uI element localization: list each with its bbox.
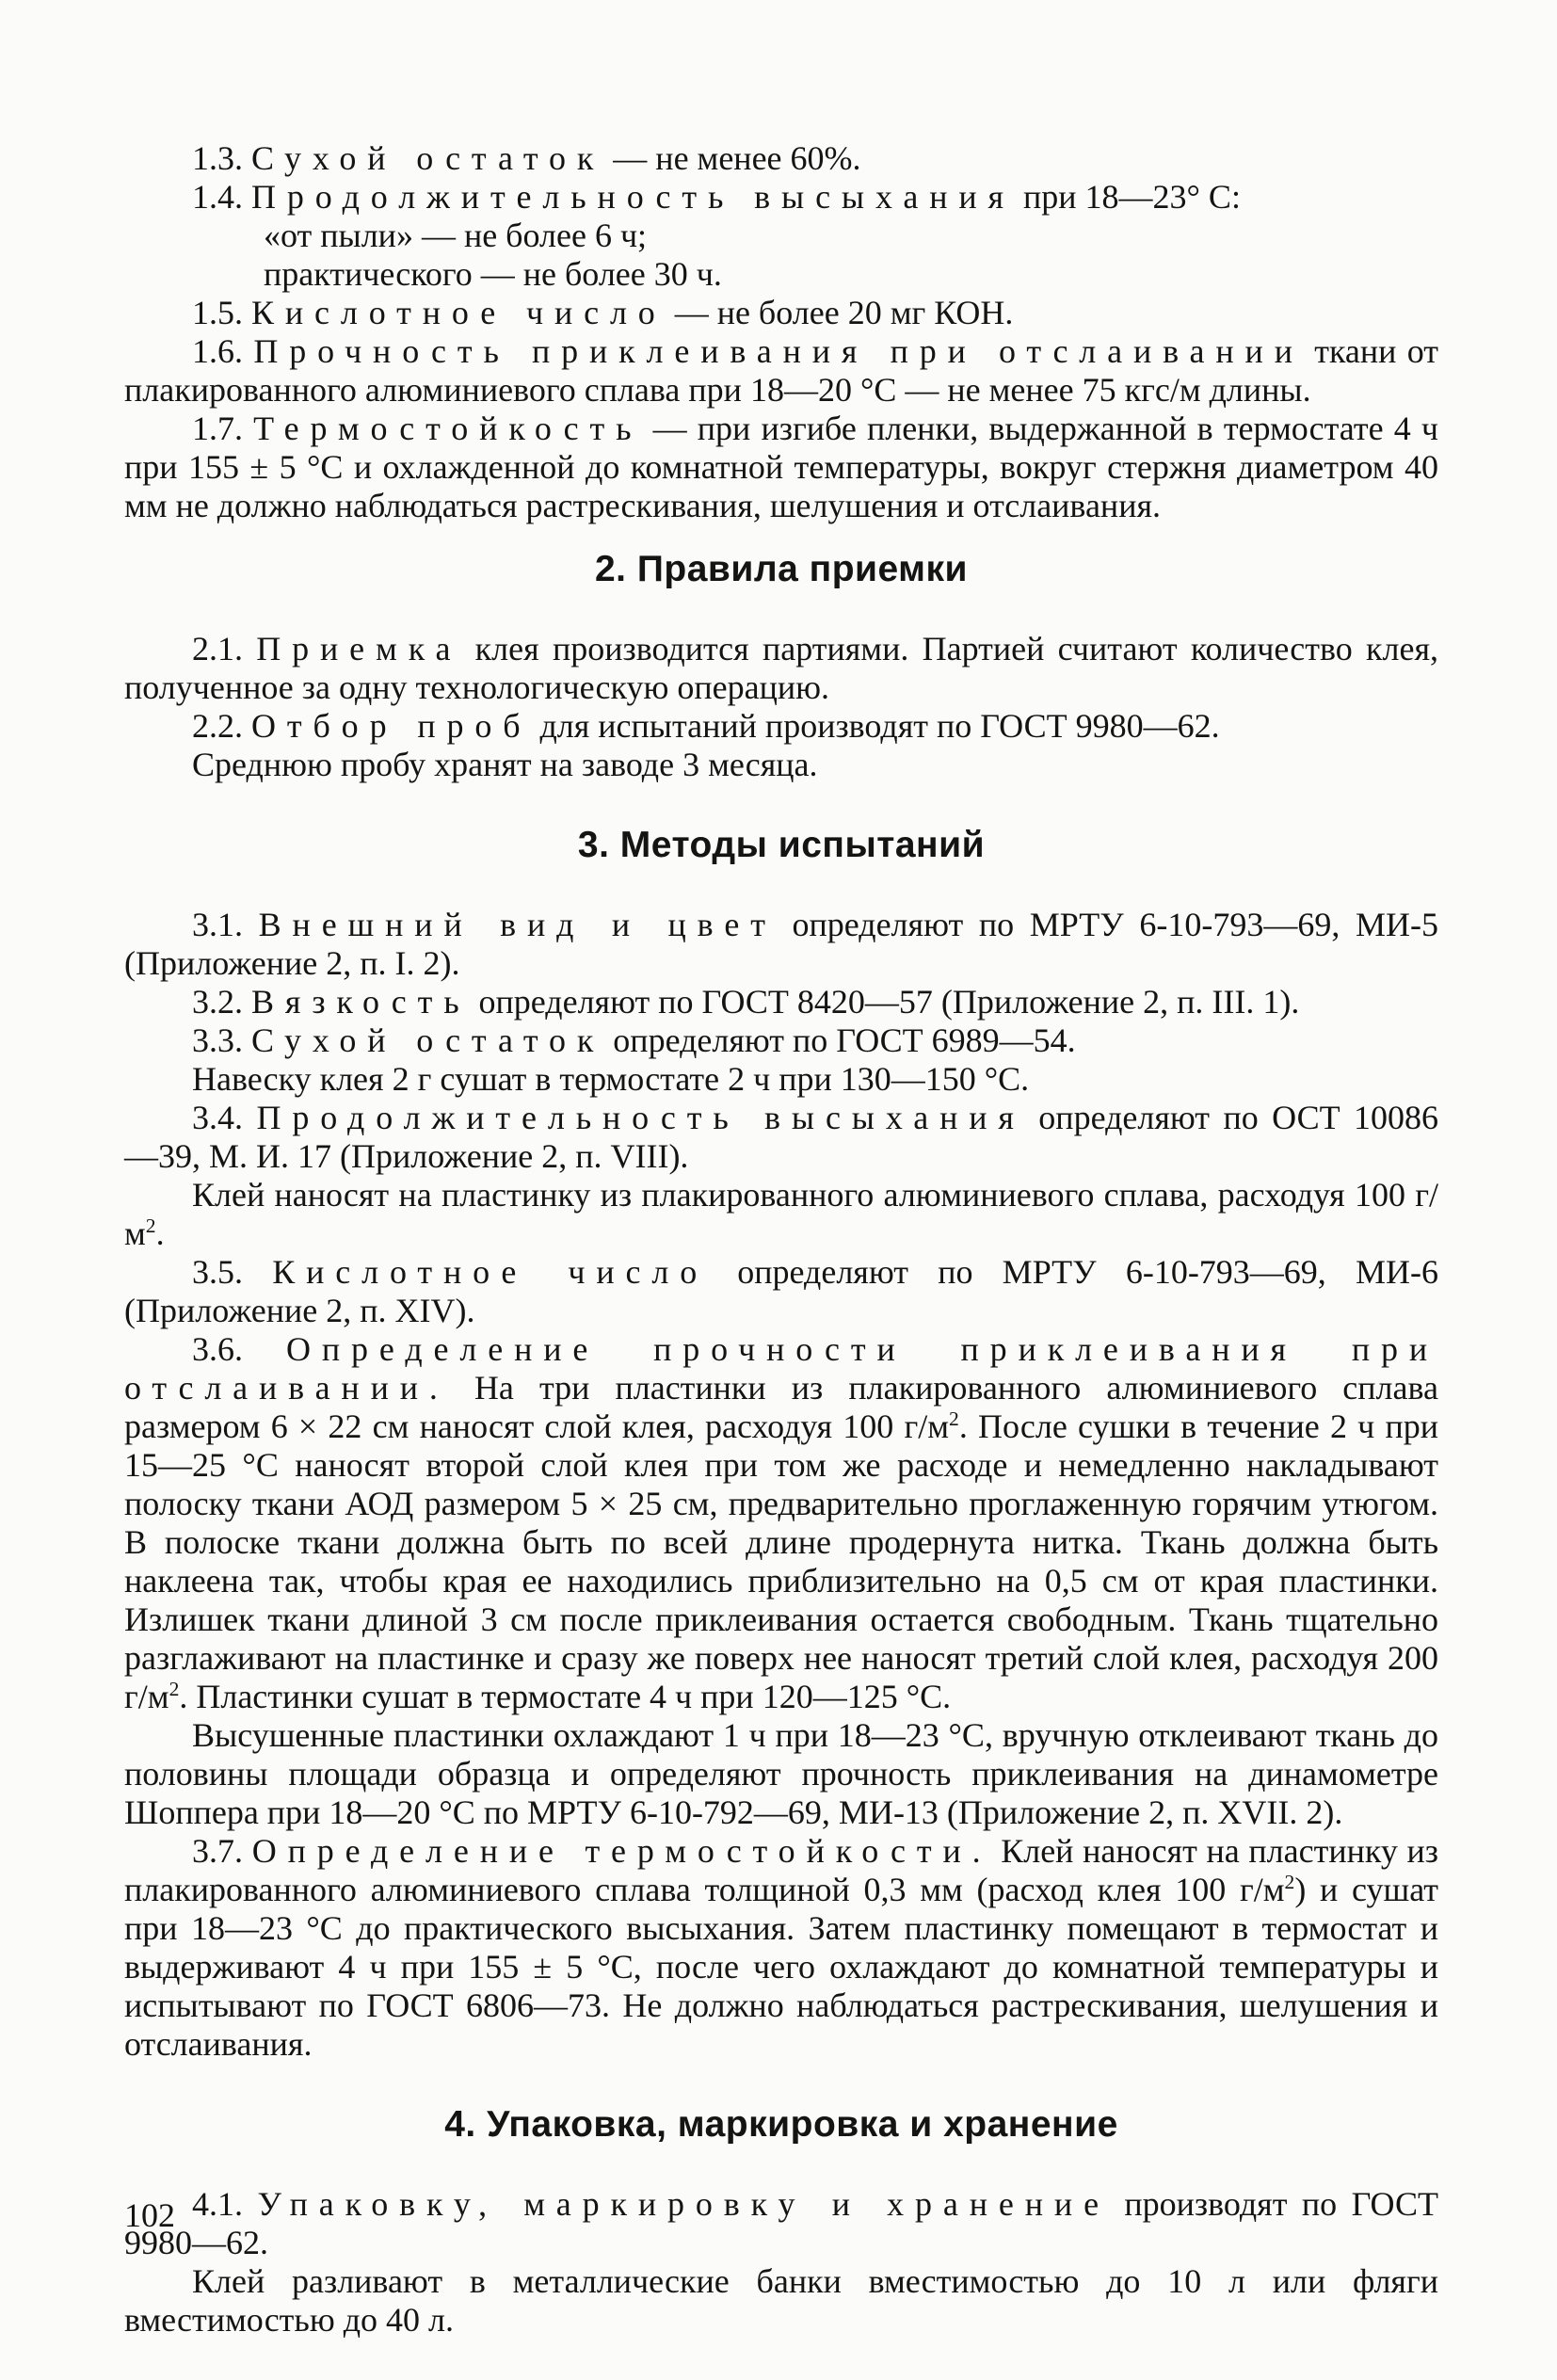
clause-1-4-line-1: «от пыли» — не более 6 ч; <box>264 217 648 254</box>
clause-term: Сухой остаток <box>251 139 605 177</box>
clause-3-5: 3.5. Кислотное число определяют по МРТУ 6-10-793—69, МИ-6 (Приложение 2, п. XIV). <box>124 1253 1438 1329</box>
clause-1-3: 1.3. Сухой остаток — не менее 60%. <box>192 139 861 177</box>
clause-term: Сухой остаток <box>251 1021 605 1059</box>
document-page <box>124 139 1438 2340</box>
clause-term: Продолжительность высыхания <box>251 178 1015 216</box>
clause-1-6: 1.6. Прочность приклеивания при отслаивании ткани от плакированного алюминиевого сплава при 18—20 °С — не менее 75 кгс/м длины. <box>124 332 1439 409</box>
section-heading-4: 4. Упаковка, маркировка и хранение <box>444 2104 1118 2145</box>
paragraph: Навеску клея 2 г сушат в термостате 2 ч при 130—150 °С. <box>192 1060 1030 1098</box>
clause-1-4-line-2: практического — не более 30 ч. <box>264 255 722 293</box>
clause-term: Продолжительность высыхания <box>256 1099 1025 1136</box>
clause-term: Приемка <box>256 630 462 667</box>
clause-2-2: 2.2. Отбор проб для испытаний производят по ГОСТ 9980—62. <box>192 707 1220 745</box>
clause-3-6: 3.6. Определение прочности приклеивания при отслаивании. На три пластинки из плакированного алюминиевого сплава размером 6 × 22 см наносят слой клея, расходуя 100 $г/м^2$. После сушки в течение 2 ч при 15—25 °С наносят второй слой клея при том же расходе и немедленно накладывают полоску ткани АОД размером 5 × 25 см, предварительно проглаженную горячим утюгом. В полоске ткани должна быть по всей длине продернута нитка. Ткань должна быть наклеена так, чтобы края ее находились приблизительно на 0,5 см от края пластинки. Излишек ткани длиной 3 см после приклеивания остается свободным. Ткань тщательно разглаживают на пластинке и сразу же поверх нее наносят третий слой клея, расходуя 200 $г/м^2$. Пластинки сушат в термостате 4 ч при 120—125 °С. <box>124 1330 1439 1715</box>
clause-3-1: 3.1. Внешний вид и цвет определяют по МРТУ 6-10-793—69, МИ-5 (Приложение 2, п. I. 2). <box>124 906 1439 982</box>
clause-1-7: 1.7. Термостойкость — при изгибе пленки, выдержанной в термостате 4 ч при 155 ± 5 °С и охлажденной до комнатной температуры, вокруг стержня диаметром 40 мм не должно наблюдаться растрескивания, шелушения и отслаивания. <box>124 410 1439 524</box>
page-number: 102 <box>124 2196 175 2234</box>
clause-term: Упаковку, маркировку и хранение <box>257 2185 1110 2223</box>
paragraph: Среднюю пробу хранят на заводе 3 месяца. <box>192 746 818 783</box>
clause-term: Определение прочности приклеивания при отслаивании. <box>124 1330 1439 1407</box>
paragraph: Клей разливают в металлические банки вместимостью до 10 л или фляги вместимостью до 40 л. <box>124 2262 1438 2339</box>
clause-term: Кислотное число <box>251 294 666 331</box>
clause-term: Термостойкость <box>253 410 643 447</box>
clause-2-1: 2.1. Приемка клея производится партиями. Партией считают количество клея, полученное за одну технологическую операцию. <box>124 630 1438 706</box>
clause-4-1: 4.1. Упаковку, маркировку и хранение производят по ГОСТ 9980—62. <box>124 2185 1438 2261</box>
clause-3-3: 3.3. Сухой остаток определяют по ГОСТ 6989—54. <box>192 1021 1076 1059</box>
clause-term: Вязкость <box>251 983 471 1021</box>
paragraph: Клей наносят на пластинку из плакированного алюминиевого сплава, расходуя 100 $г/м^2$. <box>124 1176 1438 1252</box>
clause-term: Кислотное число <box>272 1253 709 1291</box>
clause-3-2: 3.2. Вязкость определяют по ГОСТ 8420—57 (Приложение 2, п. III. 1). <box>192 983 1300 1021</box>
section-heading-3: 3. Методы испытаний <box>577 825 986 865</box>
clause-term: Отбор проб <box>251 707 532 745</box>
clause-3-7: 3.7. Определение термостойкости. Клей наносят на пластинку из плакированного алюминиевого сплава толщиной 0,3 мм (расход клея 100 $г/м^2$) и сушат при 18—23 °С до практического высыхания. Затем пластинку помещают в термостат и выдерживают 4 ч при 155 ± 5 °С, после чего охлаждают до комнатной температуры и испытывают по ГОСТ 6806—73. Не должно наблюдаться растрескивания, шелушения и отслаивания. <box>124 1832 1439 2063</box>
section-heading-2: 2. Правила приемки <box>594 549 969 589</box>
clause-term: Прочность приклеивания при отслаивании <box>253 332 1304 370</box>
clause-3-4: 3.4. Продолжительность высыхания определяют по ОСТ 10086—39, М. И. 17 (Приложение 2, п. VIII). <box>124 1099 1439 1175</box>
clause-1-4: 1.4. Продолжительность высыхания при 18—23° С: <box>192 178 1241 216</box>
paragraph: Высушенные пластинки охлаждают 1 ч при 18—23 °С, вручную отклеивают ткань до половины площади образца и определяют прочность приклеивания на динамометре Шоппера при 18—20 °С по МРТУ 6-10-792—69, МИ-13 (Приложение 2, п. XVII. 2). <box>124 1716 1438 1831</box>
clause-1-5: 1.5. Кислотное число — не более 20 мг КОН. <box>192 294 1014 331</box>
clause-term: Определение термостойкости. <box>251 1832 992 1870</box>
clause-term: Внешний вид и цвет <box>258 906 777 943</box>
